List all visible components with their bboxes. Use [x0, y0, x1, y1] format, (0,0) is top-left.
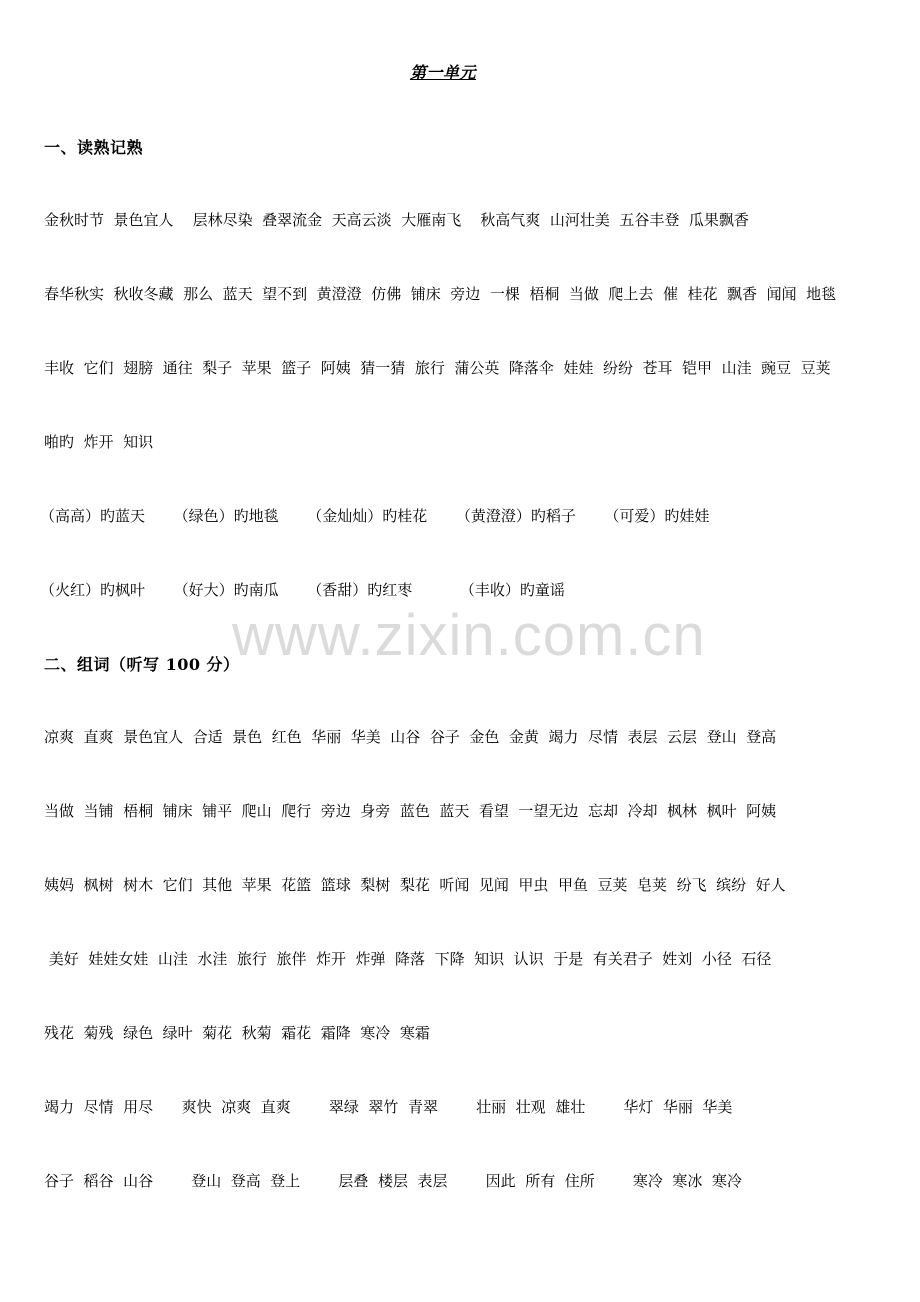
word-line: 美好 娃娃女娃 山洼 水洼 旅行 旅伴 炸开 炸弹 降落 下降 知识 认识 于是 有关君子 姓刘 小径 石径 [44, 950, 772, 968]
text-line: 丰收 它们 翅膀 通往 梨子 苹果 篮子 阿姨 猜一猜 旅行 蒲公英 降落伞 娃娃 纷纷 苍耳 铠甲 山洼 豌豆 豆荚 [44, 359, 831, 377]
section-heading-read: 一、读熟记熟 [44, 138, 144, 157]
word-line: 谷子 稻谷 山谷 登山 登高 登上 层叠 楼层 表层 因此 所有 住所 寒冷 寒冰 寒冷 [44, 1172, 742, 1190]
watermark: www.zixin.com.cn [232, 603, 706, 668]
word-line: 竭力 尽情 用尽 爽快 凉爽 直爽 翠绿 翠竹 青翠 壮丽 壮观 雄壮 华灯 华丽 华美 [44, 1098, 733, 1116]
phrase-line: （高高）旳蓝天 （绿色）旳地毯 （金灿灿）旳桂花 （黄澄澄）旳稻子 （可爱）旳娃娃 [40, 507, 710, 525]
word-line: 凉爽 直爽 景色宜人 合适 景色 红色 华丽 华美 山谷 谷子 金色 金黄 竭力 尽情 表层 云层 登山 登高 [44, 728, 777, 746]
text-line: 金秋时节 景色宜人 层林尽染 叠翠流金 天高云淡 大雁南飞 秋高气爽 山河壮美 五谷丰登 瓜果飘香 [44, 211, 749, 229]
phrase-line: （火红）旳枫叶 （好大）旳南瓜 （香甜）旳红枣 （丰收）旳童谣 [40, 581, 565, 599]
word-line: 当做 当铺 梧桐 铺床 铺平 爬山 爬行 旁边 身旁 蓝色 蓝天 看望 一望无边 忘却 冷却 枫林 枫叶 阿姨 [44, 802, 777, 820]
text-line: 啪旳 炸开 知识 [44, 433, 154, 451]
word-line: 残花 菊残 绿色 绿叶 菊花 秋菊 霜花 霜降 寒冷 寒霜 [44, 1024, 430, 1042]
word-line: 姨妈 枫树 树木 它们 其他 苹果 花篮 篮球 梨树 梨花 听闻 见闻 甲虫 甲鱼 豆荚 皂荚 纷飞 缤纷 好人 [44, 876, 786, 894]
section-heading-words: 二、组词（听写 100 分） [44, 655, 240, 674]
text-line: 春华秋实 秋收冬藏 那么 蓝天 望不到 黄澄澄 仿佛 铺床 旁边 一棵 梧桐 当做 爬上去 催 桂花 飘香 闻闻 地毯 [44, 285, 837, 303]
page-title: 第一单元 [409, 63, 476, 82]
